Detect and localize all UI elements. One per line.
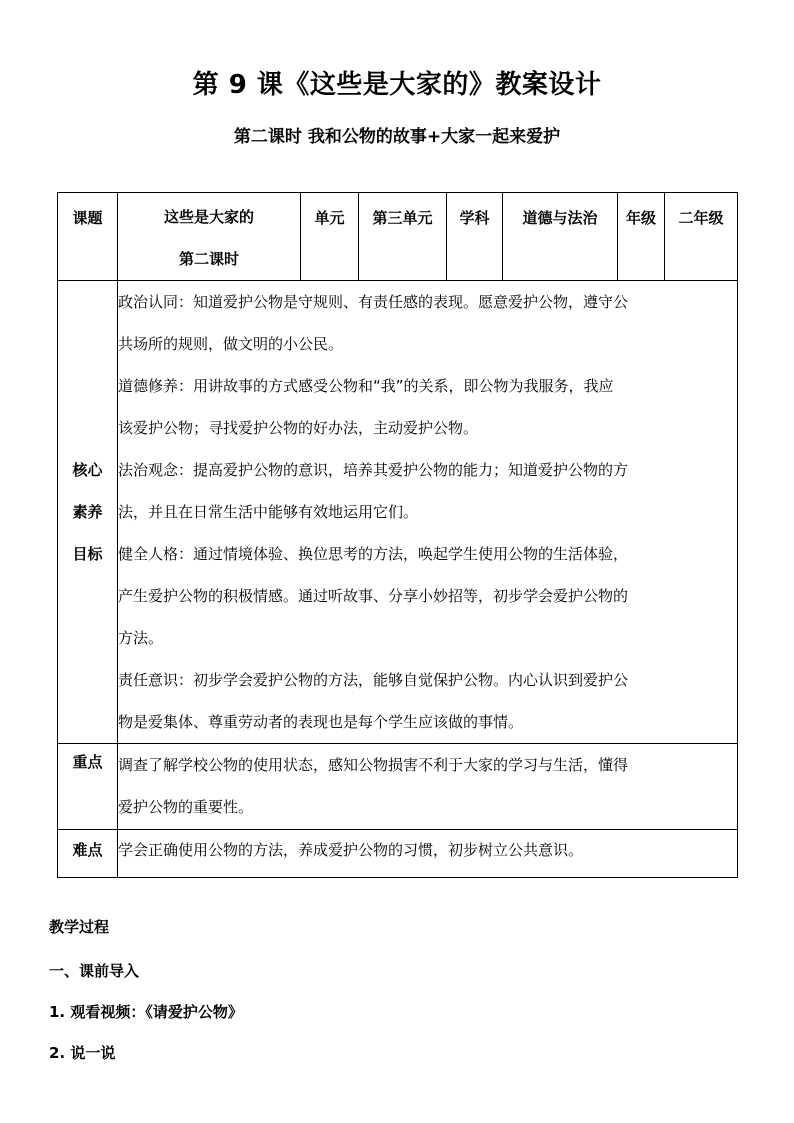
key-point-content [118,744,738,830]
key-point-row [58,744,738,830]
core-goal-line: 产生爱护公物的积极情感。通过听故事、分享小妙招等，初步学会爱护公物的 [118,587,629,605]
core-goal-line: 健全人格：通过情境体验、换位思考的方法，唤起学生使用公物的生活体验， [118,545,629,563]
topic-label: 课题 [72,209,103,227]
core-goals-row [58,281,738,744]
core-goal-line: 法治观念：提高爱护公物的意识，培养其爱护公物的能力；知道爱护公物的方 [118,461,629,479]
subject-value-cell [503,193,618,281]
grade-value: 二年级 [678,209,724,227]
grade-label-cell [618,193,665,281]
document-title: 第 9 课《这些是大家的》教案设计 [192,70,602,100]
subject-label: 学科 [459,209,490,227]
section-heading: 一、课前导入 [49,962,140,980]
core-goal-line: 法，并且在日常生活中能够有效地运用它们。 [118,503,419,521]
process-item: 1. 观看视频：《请爱护公物》 [49,1003,243,1021]
header-row [58,193,738,281]
core-goal-line: 道德修养：用讲故事的方式感受公物和“我”的关系，即公物为我服务，我应 [118,377,614,395]
core-goals-content [118,281,738,744]
core-goals-label [58,281,118,744]
subject-value: 道德与法治 [522,209,598,227]
topic-value-cell [118,193,301,281]
topic-label-cell [58,193,118,281]
core-label-line: 素养 [72,503,103,521]
unit-label-cell [301,193,359,281]
key-point-label: 重点 [58,744,118,830]
core-goal-line: 共场所的规则，做文明的小公民。 [118,335,344,353]
difficulty-row [58,830,738,878]
process-item: 2. 说一说 [49,1044,116,1062]
grade-value-cell [665,193,738,281]
core-goal-line: 方法。 [118,629,164,647]
key-point-line: 调查了解学校公物的使用状态，感知公物损害不利于大家的学习与生活，懂得 [118,756,629,774]
key-point-line: 爱护公物的重要性。 [118,798,254,816]
unit-label: 单元 [314,209,345,227]
process-heading: 教学过程 [49,918,110,936]
difficulty-content [118,830,738,878]
core-goal-line: 物是爱集体、尊重劳动者的表现也是每个学生应该做的事情。 [118,713,524,731]
grade-label: 年级 [625,209,656,227]
difficulty-label: 难点 [58,830,118,878]
topic-value [118,193,300,280]
subject-label-cell [447,193,503,281]
core-goal-line: 责任意识：初步学会爱护公物的方法，能够自觉保护公物。内心认识到爱护公 [118,671,629,689]
unit-value: 第三单元 [372,209,433,227]
difficulty-text: 学会正确使用公物的方法，养成爱护公物的习惯，初步树立公共意识。 [118,841,584,859]
core-label-line: 目标 [72,545,103,563]
lesson-plan-table [57,192,738,878]
core-label-line: 核心 [72,461,103,479]
topic-line-2: 第二课时 [178,250,239,268]
unit-value-cell [359,193,447,281]
core-goal-line: 政治认同：知道爱护公物是守规则、有责任感的表现。愿意爱护公物，遵守公 [118,293,629,311]
core-goal-line: 该爱护公物；寻找爱护公物的好办法，主动爱护公物。 [118,419,479,437]
topic-line-1: 这些是大家的 [163,208,254,226]
document-subtitle: 第二课时 我和公物的故事+大家一起来爱护 [233,127,561,147]
